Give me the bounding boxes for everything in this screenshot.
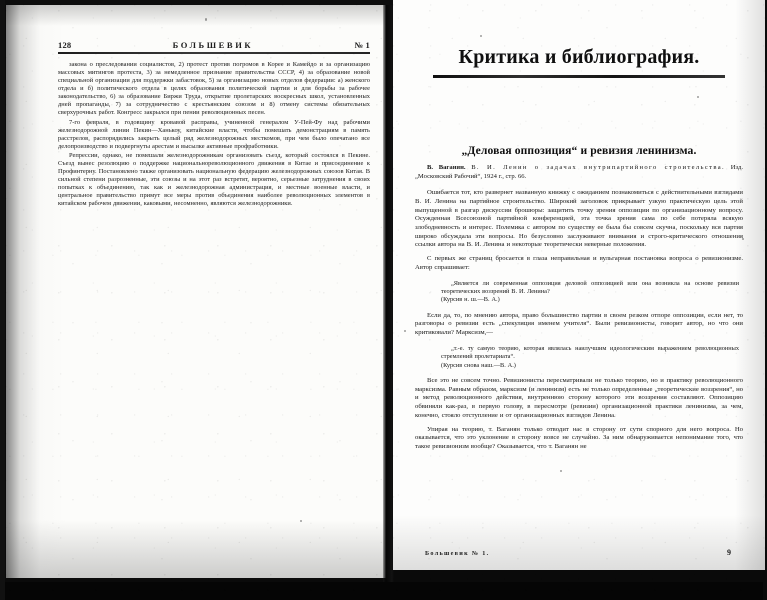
quote-text: „Является ли современная оппозиция деловой оппозицией или она возникла на основе ревизии теоретических воззрений В. И. Ленина? <box>441 279 739 295</box>
quote-text: „т.-е. ту самую теорию, которая являлась наилучшим идеологическим выражением революционных стремлений пролетариата“. <box>441 344 739 361</box>
right-body-column <box>415 189 743 452</box>
quote-attribution: (Курсив снова наш.—В. А.) <box>441 361 516 369</box>
left-issue-number: № 1 <box>354 40 370 50</box>
left-running-title: БОЛЬШЕВИК <box>172 40 254 50</box>
left-page-sheet <box>6 0 386 578</box>
right-page-content <box>415 42 743 452</box>
quote-attribution: (Курсив н. ш.—В. А.) <box>441 296 500 304</box>
footer-page-number: 9 <box>727 548 731 557</box>
paragraph: Все это не совсем точно. Ревизионисты пересматривали не только теорию, но и практику революционного марксизма. Равным образом, марксизм (и ленинизм) есть не только определенные „теоретические воззрения“, но и метод революционного действия, внутреннюю сторону которого эти воззрения составляют. Оппозицию обвиняли как-раз, в первую голову, в пересмотре (ревизии) организационной практики ленинизма, за чем, конечно, стояло отступление и от организационных взглядов Ленина. <box>415 377 743 419</box>
paragraph: закона о преследовании социалистов, 2) протест против погромов в Корее и Камейдо и за организацию массовых митингов протеста, 3) за немедленное признание правительства СССР, 4) за образование новой специальной организации для поддержки забастовок, 5) за организацию новых отделов федерации: а) женского отдела и б) политического отдела в целях образования политической партии и для борьбы за рабочее законодательство, 6) за образование Биржи Труда, открытие пролетарских воскресных школ, установленных дней пропаганды, 7) за сотрудничество с крестьянским союзом и 8) отмену системы обязательных сверхурочных работ. Конгресс закрылся при пении революционных песен. <box>58 61 370 116</box>
left-header-rule <box>58 52 370 54</box>
scan-left-edge <box>0 0 5 600</box>
footer-publication: Большевик № 1. <box>425 550 490 557</box>
paragraph: Если да, то, по мнению автора, право большинство партии в своем резком отпоре оппозиции, если нет, то разговоры о ревизии есть „спекуляция именем учителя“. Были ревизионисты, говорит автор, но что они критиковали? Марксизм,— <box>415 311 743 337</box>
section-heading: Критика и библиография. <box>458 46 700 68</box>
citation-imprint: Изд. „Московский Рабочий“, 1924 г., стр. 66. <box>415 164 743 180</box>
article-title: „Деловая оппозиция“ и ревизия ленинизма. <box>461 144 697 157</box>
paragraph: 7-го февраля, в годовщину кровавой расправы, учиненной генералом У-Пей-Фу над рабочими железнодорожной линии Пекин—Ханькоу, китайские власти, чтобы помешать демонстрациям в память расстрелов, распорядились закрыть целый ряд железнодорожных месткомов, при чем было опечатано все делопроизводство и подвергнуты арестам и высылке активные профработники. <box>58 118 370 150</box>
block-quote-1 <box>415 280 743 305</box>
paragraph: Упирая на теорию, т. Ваганян только отводит нас в сторону от сути спорного для него вопроса. Но оказывается, что это уклонение в сторону вовсе не случайно. За ним обнаруживается непонимание того, что такое ревизионизм вообще? Оказывается, что т. Ваганян не <box>415 425 743 450</box>
citation-author: В. Ваганян. <box>427 164 466 171</box>
left-page-content <box>58 40 370 208</box>
right-page-footer <box>415 548 745 557</box>
scan-bottom-edge <box>0 582 767 600</box>
paragraph: С первых же страниц бросается в глаза неправильная и вульгарная постановка вопроса о ревизионизме. Автор спрашивает: <box>415 255 743 271</box>
section-heading-rule <box>433 75 725 78</box>
block-quote-2 <box>415 345 743 370</box>
left-body-column <box>58 61 370 208</box>
paragraph: Ошибается тот, кто развернет названную книжку с ожиданием познакомиться с действительными взглядами В. И. Ленина на партийное строительство. Широкий заголовок прикрывает узкую практическую цель этой выпущенной в разгар дискуссии брошюры: защитить точку зрения оппозиции по организационному вопросу. Осужденная Всесоюзной партийной конференцией, эта точка зрения сама по себе потеряла всякую злободневность и интерес. Полемика с автором по существу ее была бы совсем скучна, поскольку вся партия широко обсуждала эти вопросы. Но безусловно заслуживают внимания и строго-критического отношения ссылки автора на В. И. Ленина и некоторые теоретически неверные положения. <box>415 189 743 249</box>
citation-work: В. И. Ленин о задачах внутрипартийного строительства. <box>471 164 726 171</box>
left-running-head <box>58 40 370 50</box>
article-citation <box>415 164 743 181</box>
right-page-sheet <box>393 0 765 570</box>
paragraph: Репрессии, однако, не помешали железнодорожникам организовать съезд, который состоялся в Пекине. Съезд вынес резолюцию о поддержке национальнореволюционного движения в Китае и присоединение к Профинтерну. Постановлено также организовать национальную федерацию железнодорожных союзов Китая. В сильной степени разрозненные, эти союзы и на этот раз встретят, вероятно, серьезные затруднения в своих попытках к объединению, так как и железнодорожная администрация, и местные военные власти, и центральное правительство примут все меры против объединения наиболее революционных элементов в китайском рабочем движении, каковыми, несомненно, являются железнодорожники. <box>58 152 370 207</box>
left-page-folio: 128 <box>58 40 72 50</box>
